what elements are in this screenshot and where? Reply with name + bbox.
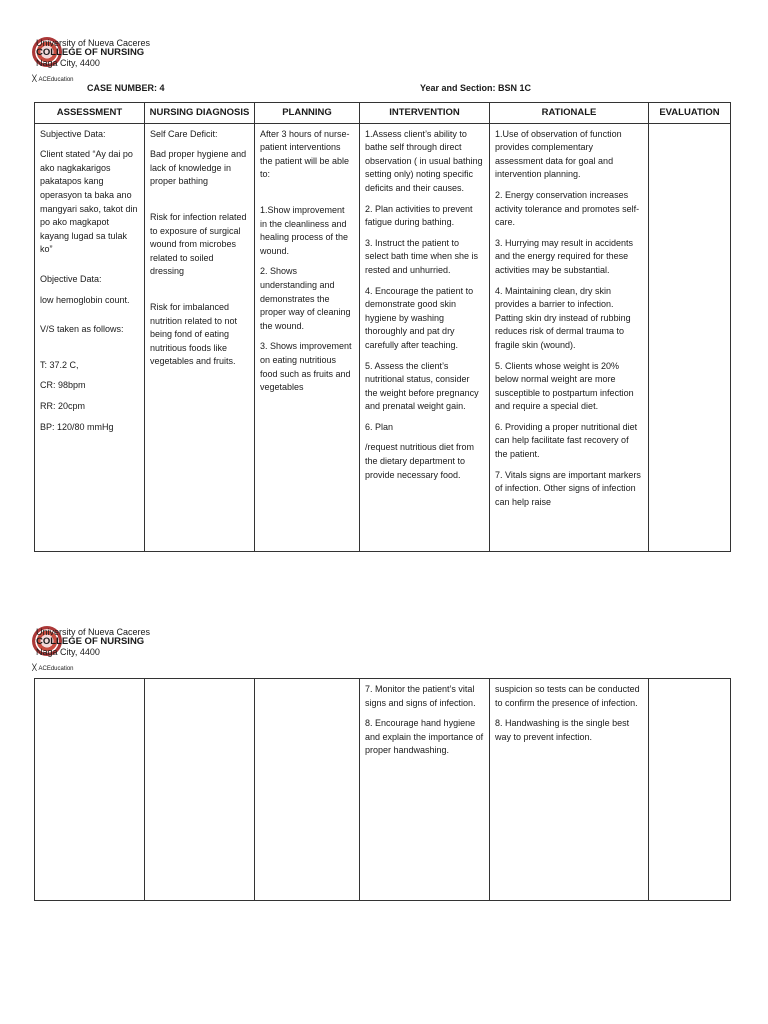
table-row	[35, 123, 731, 551]
diagnosis-cell	[145, 123, 255, 551]
rationale-8: 8. Handwashing is the single best way to prevent infection.	[495, 718, 630, 742]
planning-3: 3. Shows improvement on eating nutritious food such as fruits and vegetables	[260, 341, 352, 393]
diagnosis-2: Risk for infection related to exposure of surgical wound from microbes related to soiled dressing	[150, 211, 247, 277]
ace-logo-icon: ᚷ	[32, 74, 37, 83]
year-section: Year and Section: BSN 1C	[420, 83, 532, 93]
table-header-row	[35, 103, 731, 124]
rationale-4: 4. Maintaining clean, dry skin provides a barrier to infection. Patting skin dry instead of rubbing reduces risk of dermal trauma to fragile skin (wound).	[495, 285, 631, 350]
evaluation-cell	[649, 679, 731, 901]
care-plan-table-continued	[34, 678, 731, 901]
intervention-6a: 6. Plan	[365, 421, 394, 432]
university-name: University of Nueva Caceres	[36, 38, 151, 48]
assessment-cell	[35, 123, 145, 551]
rationale-7a: 7. Vitals signs are important markers of infection. Other signs of infection can help raise	[495, 469, 641, 507]
client-statement: Client stated “Ay dai po ako nagkakarigos pakatapos kang operasyon ta baka ano mangyari sako, takot din po ako magkapot kayang lugad sa tulak ko”	[40, 149, 138, 255]
intervention-8: 8. Encourage hand hygiene and explain the importance of proper handwashing.	[365, 718, 484, 756]
ace-education-logo	[32, 74, 74, 83]
intervention-1: 1.Assess client’s ability to bathe self through direct observation ( in usual bathing setting only) noting specific deficits and their causes.	[365, 128, 483, 193]
intervention-cell	[360, 679, 490, 901]
rationale-1: 1.Use of observation of function provides complementary assessment data for goal and intervention planning.	[495, 128, 622, 180]
header-rationale: RATIONALE	[490, 103, 649, 124]
subjective-label: Subjective Data:	[40, 128, 106, 139]
rationale-7b: suspicion so tests can be conducted to confirm the presence of infection.	[495, 684, 640, 708]
rationale-2: 2. Energy conservation increases activity tolerance and promotes self-care.	[495, 189, 640, 228]
rationale-5: 5. Clients whose weight is 20% below normal weight are more susceptible to postpartum infection and require a special diet.	[495, 360, 634, 412]
letterhead	[32, 626, 232, 686]
planning-cell	[255, 123, 360, 551]
ace-logo-icon: ᚷ	[32, 663, 37, 672]
diagnosis-label: Self Care Deficit:	[150, 128, 218, 139]
ace-education-logo	[32, 663, 74, 672]
vital-temp: T: 37.2 C,	[40, 359, 79, 370]
vital-signs-label: V/S taken as follows:	[40, 324, 124, 335]
case-number: CASE NUMBER: 4	[87, 83, 165, 93]
table-row	[35, 679, 731, 901]
college-name: COLLEGE OF NURSING	[36, 47, 145, 58]
intervention-4: 4. Encourage the patient to demonstrate good skin hygiene by washing thoroughly and pat dry carefully after teaching.	[365, 285, 474, 350]
diagnosis-1: Bad proper hygiene and lack of knowledge in proper bathing	[150, 149, 247, 187]
diagnosis-3: Risk for imbalanced nutrition related to not being fond of eating nutritious foods like vegetables and fruits.	[150, 301, 238, 367]
ace-label: ACEducation	[38, 77, 74, 83]
assessment-cell	[35, 679, 145, 901]
header-intervention: INTERVENTION	[360, 103, 490, 124]
header-nursing-diagnosis: NURSING DIAGNOSIS	[145, 103, 255, 124]
vital-bp: BP: 120/80 mmHg	[40, 421, 114, 432]
diagnosis-cell	[145, 679, 255, 901]
college-name: COLLEGE OF NURSING	[36, 636, 145, 647]
vital-cr: CR: 98bpm	[40, 380, 86, 391]
rationale-cell	[490, 679, 649, 901]
intervention-cell	[360, 123, 490, 551]
header-planning: PLANNING	[255, 103, 360, 124]
planning-intro: After 3 hours of nurse-patient interventions the patient will be able to:	[260, 128, 350, 180]
rationale-6: 6. Providing a proper nutritional diet can help facilitate fast recovery of the patient.	[495, 421, 638, 460]
intervention-5: 5. Assess the client’s nutritional status, consider the weight before pregnancy and prenatal weight gain.	[365, 360, 479, 412]
rationale-cell	[490, 123, 649, 551]
hemoglobin-finding: low hemoglobin count.	[40, 294, 130, 305]
intervention-6b: /request nutritious diet from the dietary department to provide necessary food.	[365, 442, 475, 480]
objective-label: Objective Data:	[40, 273, 102, 284]
planning-2: 2. Shows understanding and demonstrates the proper way of cleaning the wound.	[260, 266, 351, 331]
planning-1: 1.Show improvement in the cleanliness and healing process of the wound.	[260, 204, 349, 256]
intervention-3: 3. Instruct the patient to select bath time when she is rested and unhurried.	[365, 237, 479, 275]
header-evaluation: EVALUATION	[649, 103, 731, 124]
page-2	[0, 590, 768, 920]
rationale-3: 3. Hurrying may result in accidents and the energy required for these activities may be substantial.	[495, 237, 634, 275]
evaluation-cell	[649, 123, 731, 551]
vital-rr: RR: 20cpm	[40, 400, 86, 411]
planning-cell	[255, 679, 360, 901]
university-name: University of Nueva Caceres	[36, 627, 151, 637]
care-plan-table	[34, 102, 731, 552]
city-address: Naga City, 4400	[36, 647, 100, 657]
ace-label: ACEducation	[38, 666, 74, 672]
header-assessment: ASSESSMENT	[35, 103, 145, 124]
intervention-7: 7. Monitor the patient’s vital signs and signs of infection.	[365, 684, 476, 708]
city-address: Naga City, 4400	[36, 58, 100, 68]
intervention-2: 2. Plan activities to prevent fatigue during bathing.	[365, 203, 473, 228]
